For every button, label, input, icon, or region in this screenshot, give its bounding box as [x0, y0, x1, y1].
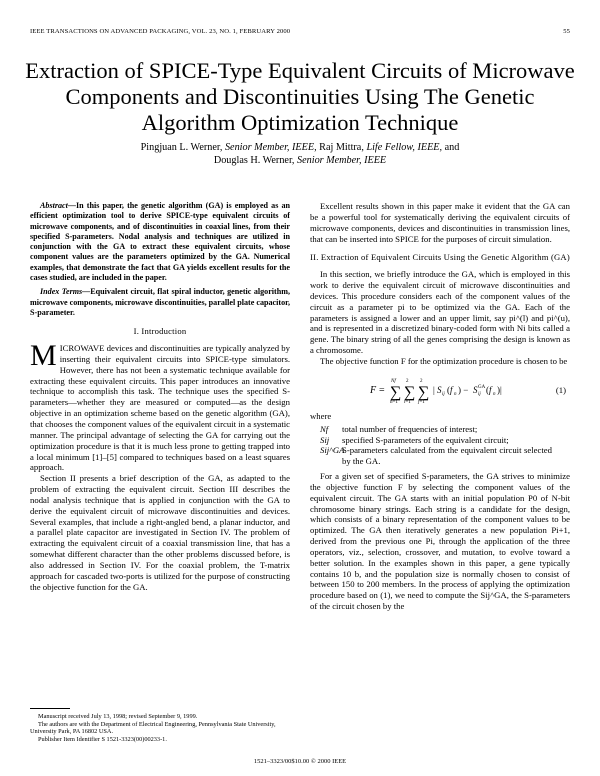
index-terms — [30, 287, 290, 318]
footnote-affiliation: The authors are with the Department of Electrical Engineering, Pennsylvania State University, University Park, PA 16802 USA. — [30, 720, 276, 736]
definition-row — [310, 435, 570, 446]
objective-function-equation — [370, 375, 540, 405]
drop-cap: M — [30, 339, 57, 373]
footnote-rule — [30, 708, 70, 709]
definition-text: specified S-parameters of the equivalent circuit; — [342, 434, 509, 445]
svg-text:∑: ∑ — [404, 383, 416, 401]
svg-text:ij: ij — [478, 391, 481, 397]
definition-symbol: Sij^GA — [320, 445, 345, 456]
definition-row — [310, 445, 570, 467]
author-list — [40, 142, 560, 167]
where-label: where — [310, 410, 332, 421]
intro-paragraph-1-text: ICROWAVE devices and discontinuities are typically analyzed by inserting their equivalent circuits into SPICE-type simulators. However, there has not been a systematic technique available for extracting these equivalent circuits. This paper introduces an innovative technique to accomplish this task. The technique uses the specified S-parameters—whether they are measured or computed—as the design objective in an optimization scheme based on the genetic algorithm (GA), that chooses the component values of the equivalent circuit in a systematic manner. The principal advantage of selecting the GA for carrying out the optimization procedure is that it is much less prone to getting trapped into a local minimum [1]–[5] compared to techniques based on a least squares approach. — [30, 343, 290, 473]
abstract-label: Abstract— — [40, 201, 76, 210]
intro-paragraph-2: Section II presents a brief description of the GA, as adapted to the problem of extracting the equivalent circuit. Section III describes the nodal analysis technique that is applied in conjunction with the GA to derive the equivalent circuit of microwave discontinuities and devices. Several examples, that include a right-angled bend, a planar inductor, and a parallel plate capacitor are investigated in Section IV. The problem of extracting the equivalent circuit of a coaxial transmission line, that has a somewhat different character than the other problems discussed before, is also addressed in Section IV. For the coaxial problem, the T-matrix approach for cascaded two-ports is utilized for the purpose of constructing the objective function for the GA. — [30, 473, 290, 592]
svg-text:GA: GA — [478, 384, 486, 390]
svg-text:2: 2 — [420, 378, 423, 384]
svg-text:n=1: n=1 — [390, 399, 398, 405]
svg-text:Nf: Nf — [391, 378, 396, 384]
intro-paragraph-1 — [30, 339, 290, 473]
author-2: Raj Mittra, — [319, 142, 364, 153]
definition-symbol: Nf — [320, 423, 329, 434]
abstract-text: In this paper, the genetic algorithm (GA) is employed as an efficient optimization tool to derive SPICE-type equivalent circuits of microwave components, and of discontinuities in coaxial lines, from their specified S-parameters. Nodal analysis and techniques are utilized in conjunction with the GA to extract these equivalent circuits, whose component values are the parameters optimized by the GA. Numerical examples, that demonstrate the fact that GA yields excellent results for the cases studied, are included in the paper. — [30, 201, 290, 283]
author-and: and — [444, 142, 460, 153]
definition-text: total number of frequencies of interest; — [342, 423, 478, 434]
svg-text:|: | — [433, 384, 435, 395]
index-terms-text: Equivalent circuit, flat spiral inductor, genetic algorithm, microwave components, microwave discontinuities, parallel plate capacitor, S-parameter. — [30, 287, 291, 317]
footnote — [30, 713, 290, 743]
running-header — [30, 28, 570, 38]
svg-text:S: S — [473, 384, 478, 395]
definition-text: S-parameters calculated from the equivalent circuit selected by the GA. — [342, 445, 552, 467]
svg-text:2: 2 — [406, 378, 409, 384]
definition-symbol: Sij — [320, 434, 330, 445]
svg-text:i=1: i=1 — [404, 399, 411, 405]
definition-row — [310, 424, 570, 435]
equation-1 — [310, 375, 570, 405]
svg-text:n: n — [454, 391, 457, 397]
ga-paragraph-1: In this section, we briefly introduce the GA, which is employed in this work to derive the equivalent circuit of microwave discontinuities and devices. This procedure considers each of the component values of the circuit as a parameter pi to be optimized via the GA. Each of the parameters is assigned a lower and an upper limit, say pi^(l) and pi^(u), and is represented in a discretized binary-coded form with Ni bits called a gene. The binary string of all the genes comprising the design is known as a chromosome. — [310, 269, 570, 356]
symbol-definitions — [310, 424, 570, 467]
svg-text:ij: ij — [442, 391, 445, 397]
ga-paragraph-3: For a given set of specified S-parameters, the GA strives to minimize the objective function F by selecting the component values of the equivalent circuit. The GA starts with an initial population P0 of N-bit chromosome binary strings. Each string is a candidate for the design, which consists of a binary representation of the component values to be optimized. The GA then iteratively generates a new population Pi+1, derived from the previous one Pi, through the application of the three operators, viz., selection, crossover, and mutation, to evolve toward a better solution. In the examples shown in this paper, a gene typically contains 10 b, and the population size is normally chosen to consist of between 150 to 200 members. In the process of applying the optimization procedure based on (1), we need to compute the Sij^GA, the S-parameters of the circuit chosen by the — [310, 471, 570, 612]
conclusion-intro-paragraph: Excellent results shown in this paper make it evident that the GA can be a powerful tool for systematically deriving the equivalent circuits of microwave components, devices and discontinuities in transmission lines, that can be inserted into SPICE for the purposes of circuit simulation. — [310, 201, 570, 244]
author-2-role: Life Fellow, IEEE, — [366, 142, 443, 153]
svg-text:(: ( — [447, 384, 450, 395]
ga-paragraph-2: The objective function F for the optimization procedure is chosen to be — [320, 355, 568, 366]
svg-text:f: f — [489, 384, 492, 395]
abstract — [30, 201, 290, 283]
section-1-heading: I. Introduction — [133, 326, 187, 337]
svg-text:S: S — [437, 384, 442, 395]
footnote-identifier: Publisher Item Identifier S 1521-3323(00)00233-1. — [38, 735, 167, 743]
svg-text:n: n — [493, 391, 496, 397]
copyright-line: 1521–3323/00$10.00 © 2000 IEEE — [253, 758, 347, 765]
svg-text:) −: ) − — [458, 384, 469, 395]
svg-text:)|: )| — [497, 384, 502, 395]
equation-number: (1) — [555, 384, 566, 395]
author-3: Douglas H. Werner, — [213, 154, 295, 166]
section-2-heading: II. Extraction of Equivalent Circuits Using the Genetic Algorithm (GA) — [310, 252, 570, 263]
footnote-received: Manuscript received July 13, 1998; revised September 9, 1999. — [38, 713, 198, 720]
svg-text:f: f — [450, 384, 453, 395]
paper-title: Extraction of SPICE-Type Equivalent Circuits of Microwave Components and Discontinuities Using The Genetic Algorithm Optimization Technique — [25, 58, 575, 135]
page-number: 55 — [563, 28, 570, 35]
journal-header: IEEE TRANSACTIONS ON ADVANCED PACKAGING, VOL. 23, NO. 1, FEBRUARY 2000 — [30, 28, 291, 35]
index-terms-label: Index Terms— — [40, 287, 91, 297]
svg-text:j=1: j=1 — [418, 399, 425, 405]
author-3-role: Senior Member, IEEE — [297, 154, 387, 166]
left-column — [30, 201, 290, 593]
svg-text:∑: ∑ — [390, 383, 402, 401]
author-1: Pingjuan L. Werner, — [140, 142, 223, 153]
svg-text:=: = — [379, 384, 385, 396]
svg-text:(: ( — [486, 384, 489, 395]
svg-text:F: F — [370, 384, 377, 396]
svg-text:∑: ∑ — [418, 383, 430, 401]
right-column — [310, 201, 570, 612]
author-1-role: Senior Member, IEEE, — [224, 142, 317, 153]
